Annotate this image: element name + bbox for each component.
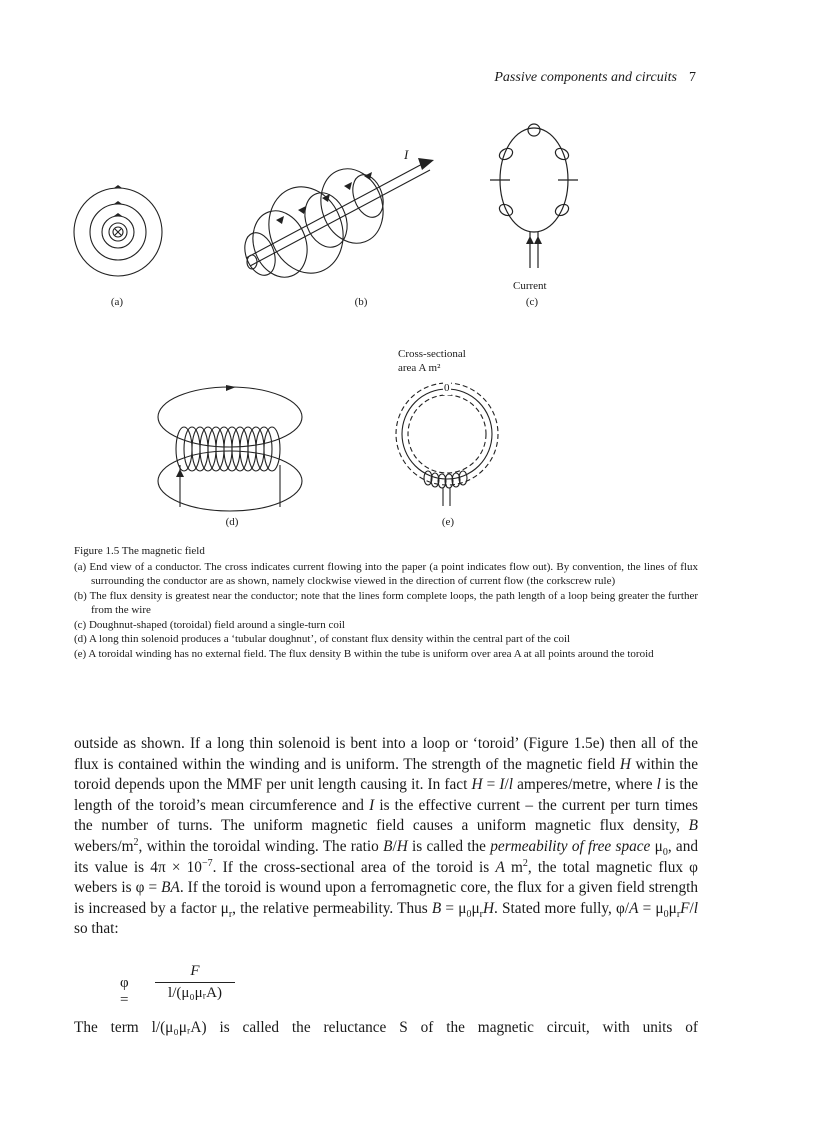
figure-caption <box>74 544 698 661</box>
figure-a <box>70 184 170 289</box>
page-number: 7 <box>689 70 696 85</box>
cross-section-line1: Cross-sectional <box>398 348 466 360</box>
figure-c-label: (c) <box>525 296 539 308</box>
running-head <box>494 70 696 86</box>
figure-e-drawing <box>392 378 502 508</box>
formula-fraction <box>155 963 235 1002</box>
figure-d-drawing <box>150 385 310 515</box>
figure-c <box>490 120 580 275</box>
figure-a-label: (a) <box>110 296 124 308</box>
zero-label: 0 <box>444 382 450 394</box>
current-label: Current <box>513 280 547 292</box>
caption-item-b: (b) The flux density is greatest near the conductor; note that the lines form complete loops, the path length of a loop being greater the further from the wire <box>74 589 698 616</box>
formula-denominator: l/(μ₀μᵣA) <box>155 982 235 1002</box>
caption-title: Figure 1.5 The magnetic field <box>74 545 205 557</box>
figure-e-label: (e) <box>441 516 455 528</box>
caption-item-d: (d) A long thin solenoid produces a ‘tubular doughnut’, of constant flux density within the central part of the coil <box>74 633 571 645</box>
caption-item-a: (a) End view of a conductor. The cross indicates current flowing into the paper (a point indicates flow out). By convention, the lines of flux surrounding the conductor are as shown, namely clockwise viewed in the direction of current flow (the corkscrew rule) <box>74 560 698 587</box>
figure-b <box>236 147 446 295</box>
caption-item-c: (c) Doughnut-shaped (toroidal) field around a single-turn coil <box>74 618 345 631</box>
reluctance-line: The term l/(μ₀μᵣA) is called the reluctance S of the magnetic circuit, with units of <box>74 1019 698 1036</box>
cross-section-line2: area A m² <box>398 362 441 374</box>
figure-a-drawing <box>70 184 170 284</box>
figure-d <box>150 385 310 520</box>
figure-c-drawing <box>490 120 580 270</box>
formula-numerator: F <box>190 963 200 979</box>
formula-lhs: φ = <box>120 975 129 1008</box>
current-arrow-label: I <box>404 147 409 162</box>
figure-b-label: (b) <box>354 296 368 308</box>
figure-e <box>392 378 502 513</box>
figure-d-label: (d) <box>225 516 239 528</box>
figure-b-drawing <box>236 147 446 290</box>
running-title: Passive components and circuits <box>494 70 677 85</box>
caption-item-e: (e) A toroidal winding has no external field. The flux density B within the tube is uniform over area A at all points around the toroid <box>74 647 654 660</box>
body-paragraph: outside as shown. If a long thin solenoid is bent into a loop or ‘toroid’ (Figure 1.5e) then all of the flux is contained within the winding and is uniform. The strength of the magnetic field H within the toroid depends upon the MMF per unit length causing it. In fact H = I/l amperes/metre, where l is the length of the toroid’s mean circumference and I is the effective current – the current per turn times the number of turns. The uniform magnetic field causes a uniform magnetic flux density, B webers/$m^2$, within the toroidal winding. The ratio B/H is called the permeability of free space $\mu_0$, and its value is $4\pi \times 10^{-7}$. If the cross-sectional area of the toroid is A $m^2$, the total magnetic flux φ webers is φ = BA. If the toroid is wound upon a ferromagnetic core, the flux for a given field strength is increased by a factor $\mu_r$, the relative permeability. Thus $B = \mu_0\mu_rH$. Stated more fully, $\varphi/A = \mu_0\mu_rF/l$ so that: <box>74 735 699 938</box>
